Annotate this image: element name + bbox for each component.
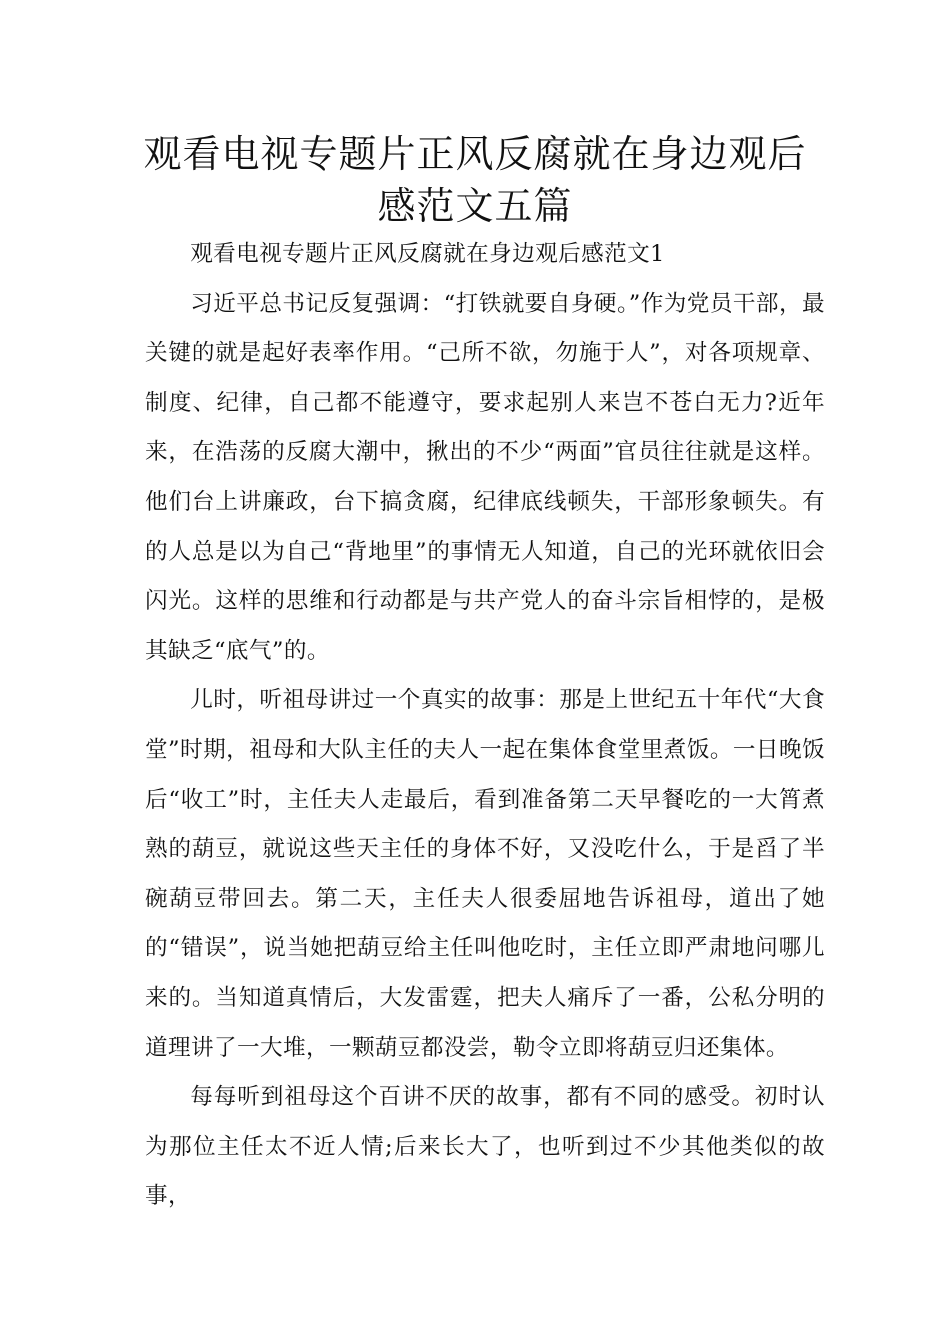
document-body <box>145 230 825 1222</box>
essay-subtitle: 观看电视专题片正风反腐就在身边观后感范文1 <box>190 241 665 267</box>
title-line-1: 观看电视专题片正风反腐就在身边观后 <box>143 132 807 176</box>
paragraph-1: 习近平总书记反复强调：“打铁就要自身硬。”作为党员干部，最关键的就是起好表率作用。“己所不欲，勿施于人”，对各项规章、制度、纪律，自己都不能遵守，要求起别人来岂不苍白无力?近年来，在浩荡的反腐大潮中，揪出的不少“两面”官员往往就是这样。他们台上讲廉政，台下搞贪腐，纪律底线顿失，干部形象顿失。有的人总是以为自己“背地里”的事情无人知道，自己的光环就依旧会闪光。这样的思维和行动都是与共产党人的奋斗宗旨相悖的，是极其缺乏“底气”的。 <box>145 290 825 664</box>
document-title <box>110 128 840 232</box>
paragraph-2: 儿时，听祖母讲过一个真实的故事：那是上世纪五十年代“大食堂”时期，祖母和大队主任的夫人一起在集体食堂里煮饭。一日晚饭后“收工”时，主任夫人走最后，看到准备第二天早餐吃的一大筲煮熟的葫豆，就说这些天主任的身体不好，又没吃什么，于是舀了半碗葫豆带回去。第二天，主任夫人很委屈地告诉祖母，道出了她的“错误”，说当她把葫豆给主任叫他吃时，主任立即严肃地问哪儿来的。当知道真情后，大发雷霆，把夫人痛斥了一番，公私分明的道理讲了一大堆，一颗葫豆都没尝，勒令立即将葫豆归还集体。 <box>145 687 826 1061</box>
title-line-2: 感范文五篇 <box>377 184 573 228</box>
paragraph-3: 每每听到祖母这个百讲不厌的故事，都有不同的感受。初时认为那位主任太不近人情;后来长大了，也听到过不少其他类似的故事， <box>145 1084 825 1210</box>
